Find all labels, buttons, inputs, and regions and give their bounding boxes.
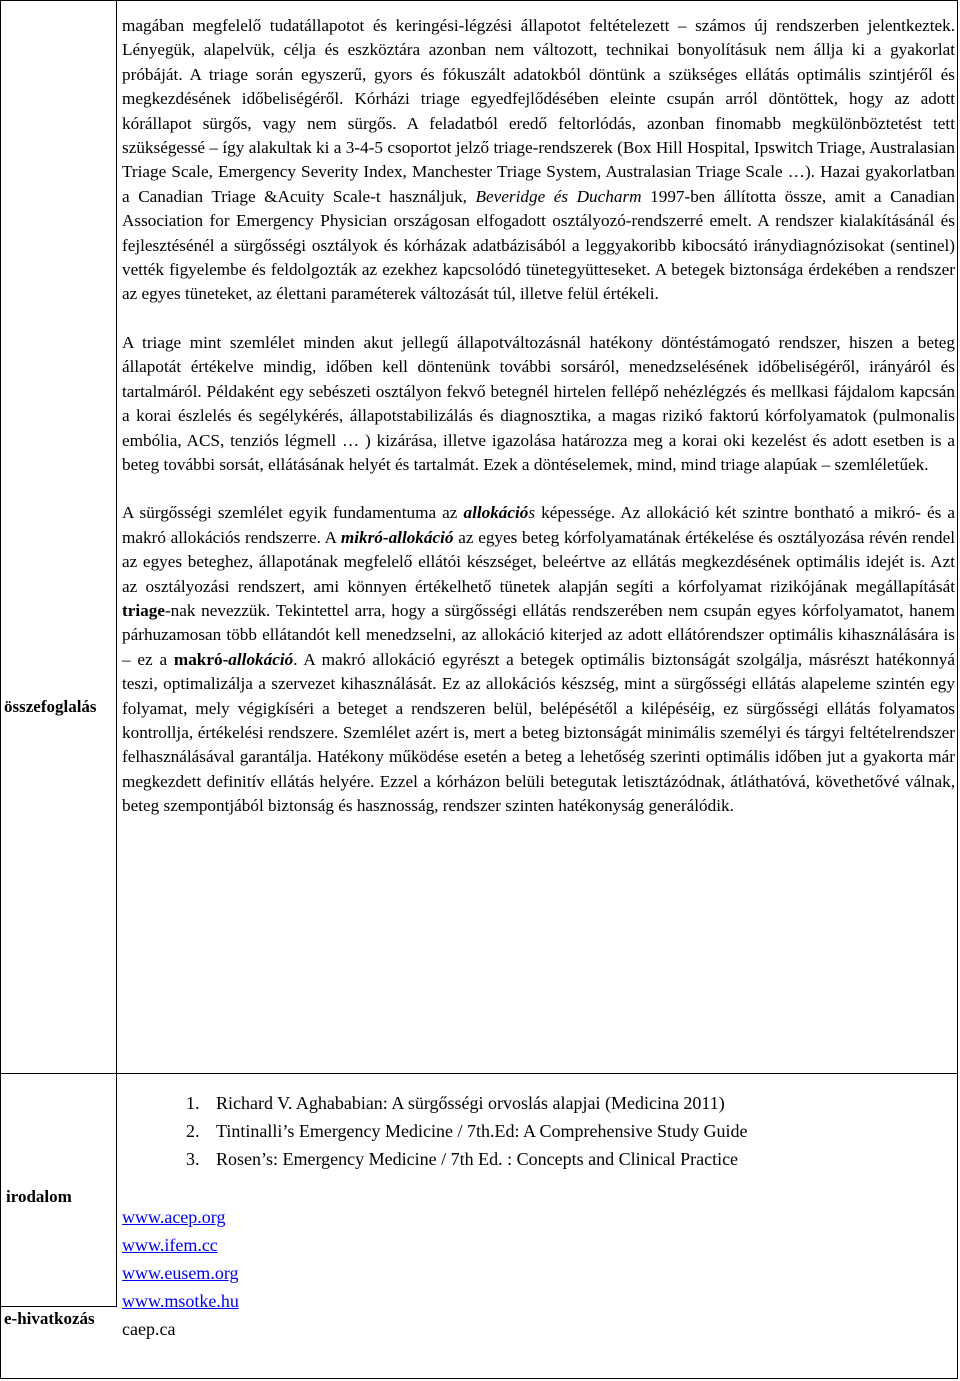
paragraph <box>122 331 955 477</box>
reference-number: 3. <box>186 1149 200 1169</box>
paragraph-text: az egyes beteg kórfolyamatának értékelése és osztályozása révén rendel az egyes beteghez, állapotának megfelelő ellátói készséget, beleértve az ellátás megkezdésének optimális idejét is. Azt az osztályozási rendszert, ami könnyen értékelhető tünetek alapján segíti a kórfolyamat rizikójának megállapítását <box>122 527 955 596</box>
reference-item <box>186 1117 747 1145</box>
column-divider <box>116 0 117 1074</box>
literature-label: irodalom <box>6 1187 72 1206</box>
web-link[interactable]: www.acep.org <box>122 1207 226 1227</box>
paragraph-text: mikró-allokáció <box>340 527 454 547</box>
reference-item <box>186 1089 747 1117</box>
reference-item <box>186 1145 747 1173</box>
paragraph-text: Beveridge és Ducharm <box>475 186 642 206</box>
paragraph-text: magában megfelelő tudatállapotot és keringési-légzési állapotot feltételezett – számos új rendszerben jelentkeztek. Lényegük, alapelvük, célja és eszköztára azonban nem változott, technikai bonyolításuk nem állja ki a gyakorlat próbáját. A triage során egyszerű, gyors és fókuszált adatokból döntünk a szükséges ellátás optimális szintjéről és megkezdésének időbeliségéről. Kórházi triage egyedfejlődésében eleinte csupán arról döntöttek, hogy az adott kórállapot sürgős, vagy nem sürgős. A feladatból eredő feltorlódás, azonban finomabb megkülönböztetést tett szükségessé – így alakultak ki a 3-4-5 csoportot jelző triage-rendszerek (Box Hill Hospital, Ipswitch Triage, Australasian Triage Scale, Emergency Severity Index, Manchester Triage System, Australasian Triage Scale …). Hazai gyakorlatban a Canadian Triage &Acuity Scale-t használjuk, <box>122 16 955 206</box>
row-divider <box>0 1073 958 1074</box>
web-link[interactable]: www.eusem.org <box>122 1263 239 1283</box>
paragraph-text: s <box>528 503 536 523</box>
paragraph-text: 1997-ben állította össze, amit a Canadian Association for Emergency Physician országosan elfogadott osztályozó-rendszerré emelt. A rendszer kialakításánál és fejlesztésénél a sürgősségi osztályok és kórházak adatbázisából a leggyakoribb kibocsátó iránydiagnózisokat (sentinel) vették figyelembe és feldolgozták az ezekhez kapcsolódó tünetegyütteseket. A betegek biztonsága érdekében a rendszer az egyes tüneteket, az élettani paraméterek változását túl, illetve felül értékeli. <box>122 186 955 304</box>
reference-text: Richard V. Aghababian: A sürgősségi orvoslás alapjai (Medicina 2011) <box>216 1093 725 1113</box>
paragraph-text: makró- <box>173 649 229 669</box>
paragraph <box>122 501 955 818</box>
web-link[interactable]: www.msotke.hu <box>122 1291 239 1311</box>
paragraph-text: . A makró allokáció egyrészt a betegek optimális biztonságát szolgálja, másrészt hatékonnyá teszi, optimalizálja a szervezet kihasználását. Ez az allokációs készség, mint a sürgősségi ellátás alapeleme szintén egy folyamat, mely végigkíséri a beteget a rendszeren belül, belépésétől a kilépéséig, ez sürgősségi ellátás folyamatos kontrollja, értékelési rendszere. Szemlélet azért is, mert a beteg biztonságát minimális személyi és tárgyi feltételrendszer felhasználásával garantálja. Hatékony működése esetén a beteg a lehetőség szerinti optimális időben jut a gyakorta már megkezdett definitív ellátás helyére. Ezzel a kórházon belüli betegutak letisztázódnak, átláthatóvá, követhetővé válnak, beteg szempontjából biztonság és hasznosság, rendszer szinten hatékonyság generálódik. <box>122 649 955 816</box>
paragraph <box>122 14 955 307</box>
column-divider-lower <box>116 1073 117 1307</box>
paragraph-text: allokáció <box>228 649 294 669</box>
web-link[interactable]: www.ifem.cc <box>122 1235 218 1255</box>
paragraph-text: A sürgősségi szemlélet egyik fundamentuma az <box>122 503 464 523</box>
e-references-label: e-hivatkozás <box>4 1309 95 1328</box>
paragraph-text: allokáció <box>463 503 529 523</box>
reference-text: Rosen’s: Emergency Medicine / 7th Ed. : Concepts and Clinical Practice <box>216 1149 739 1169</box>
summary-content <box>122 14 955 819</box>
reference-list <box>186 1089 747 1173</box>
link-list <box>122 1203 239 1343</box>
paragraph-text: A triage mint szemlélet minden akut jellegű állapotváltozásnál hatékony döntéstámogató rendszer, hiszen a beteg állapotát értékelve mindig, időben kell döntenünk további sorsáról, menedzselésének időbeliségéről, irányáról és tartalmáról. Példaként egy sebészeti osztályon fekvő betegnél hirtelen fellépő nehézlégzés és mellkasi fájdalom kapcsán a korai észlelés és segélykérés, állapotstabilizálás és diagnosztika, a magas rizikó faktorú kórfolyamatok (pulmonalis embólia, ACS, tenziós légmell … ) kizárása, illetve igazolása határozza meg a korai oki kezelést és adott esetben is a beteg további sorsát, ellátásának helyét és tartalmát. Ezek a döntéselemek, mind, mind triage alapúak – szemléletűek. <box>122 332 955 474</box>
row-divider-lower <box>0 1306 117 1307</box>
paragraph-text: képessége. Az allokáció két szintre bontható a mikró- és a makró allokációs rendszerre. A <box>122 503 955 547</box>
reference-number: 2. <box>186 1121 200 1141</box>
reference-number: 1. <box>186 1093 200 1113</box>
paragraph-text: -nak nevezzük. Tekintettel arra, hogy a sürgősségi ellátás rendszerében nem csupán egyes kórfolyamatot, hanem párhuzamosan több ellátandót kell menedzselni, az allokáció kiterjed az adott ellátórendszer optimális kihasználására is – ez a <box>122 600 955 669</box>
paragraph-text: triage <box>122 600 165 620</box>
summary-label: összefoglalás <box>4 697 97 716</box>
web-address: caep.ca <box>122 1319 176 1339</box>
reference-text: Tintinalli’s Emergency Medicine / 7th.Ed: A Comprehensive Study Guide <box>216 1121 748 1141</box>
